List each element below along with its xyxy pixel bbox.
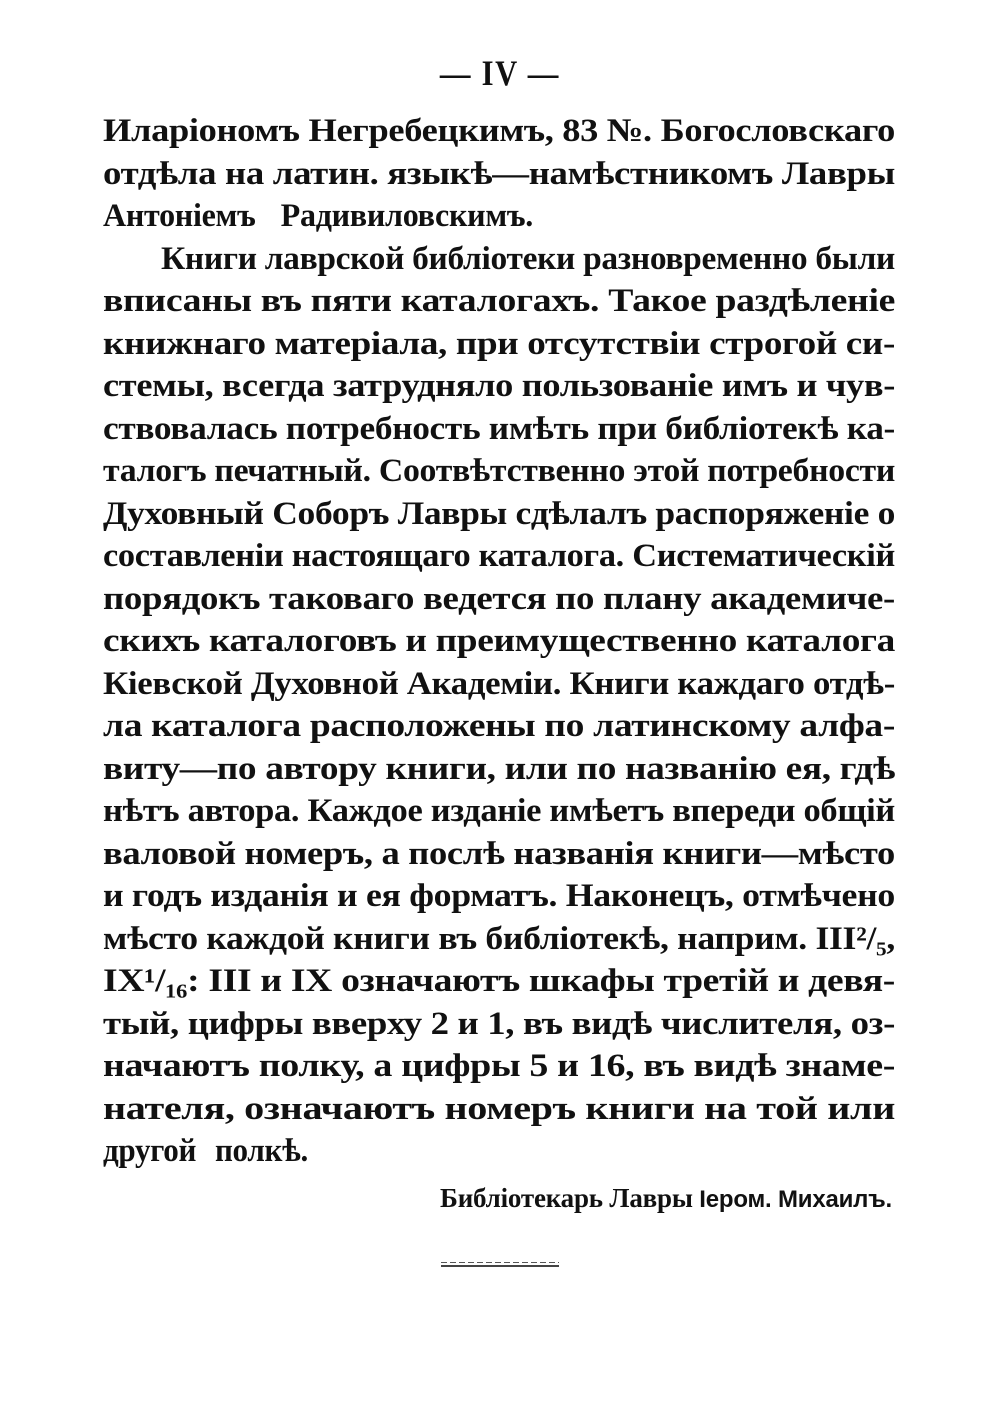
text-line: тый, цифры вверху 2 и 1, въ видѣ числителя, оз- <box>103 1005 895 1042</box>
text-line: Книги лаврской библіотеки разновременно были <box>161 240 895 277</box>
text-line: другой полкѣ. <box>103 1133 308 1169</box>
text-line: стемы, всегда затрудняло пользованіе имъ и чув- <box>103 368 896 404</box>
text-line: скихъ каталоговъ и преимущественно каталога <box>103 623 895 659</box>
text-line: ствовалась потребность имѣть при библіотекѣ ка- <box>103 410 895 447</box>
text-line: валовой номеръ, а послѣ названія книги—мѣсто <box>103 835 895 872</box>
text-line: нателя, означаютъ номеръ книги на той или <box>103 1090 896 1127</box>
text-line: отдѣла на латин. языкѣ—намѣстникомъ Лавры <box>103 155 896 192</box>
text-line: талогъ печатный. Соотвѣтственно этой потребности <box>103 453 895 489</box>
text-line: виту—по автору книги, или по названію ея, гдѣ <box>103 750 895 787</box>
signature-name: Іером. Михаилъ. <box>699 1186 892 1213</box>
rule-solid <box>441 1265 559 1267</box>
body-text <box>103 110 895 1173</box>
text-line: вписаны въ пяти каталогахъ. Такое раздѣленіе <box>103 283 895 319</box>
text-line: мѣсто каждой книги въ библіотекѣ, наприм. III²/₅, <box>103 920 895 957</box>
text-line: Кіевской Духовной Академіи. Книги каждаго отдѣ- <box>103 665 895 702</box>
text-line: книжнаго матеріала, при отсутствіи строгой си- <box>103 325 895 362</box>
page-number: — IV — <box>439 53 561 93</box>
text-line: составленіи настоящаго каталога. Систематическій <box>103 538 896 574</box>
rule-dashed <box>441 1262 559 1263</box>
text-line: Антоніемъ Радивиловскимъ. <box>103 198 533 234</box>
text-line: нѣтъ автора. Каждое изданіе имѣетъ впереди общій <box>103 793 895 829</box>
text-line: и годъ изданія и ея форматъ. Наконецъ, отмѣчено <box>103 878 895 914</box>
closing-rule <box>441 1262 559 1267</box>
text-line: IX¹/₁₆: III и IX означаютъ шкафы третій и девя- <box>103 963 895 999</box>
signature <box>440 1183 892 1214</box>
signature-title: Библіотекарь Лавры <box>440 1183 693 1213</box>
text-line: Иларіономъ Негребецкимъ, 83 №. Богословскаго <box>103 113 895 149</box>
text-line: порядокъ таковаго ведется по плану академиче- <box>103 580 895 617</box>
text-line: начаютъ полку, а цифры 5 и 16, въ видѣ знаме- <box>103 1048 895 1084</box>
text-line: Духовный Соборъ Лавры сдѣлалъ распоряженіе о <box>103 495 895 532</box>
text-line: ла каталога расположены по латинскому алфа- <box>103 708 895 744</box>
